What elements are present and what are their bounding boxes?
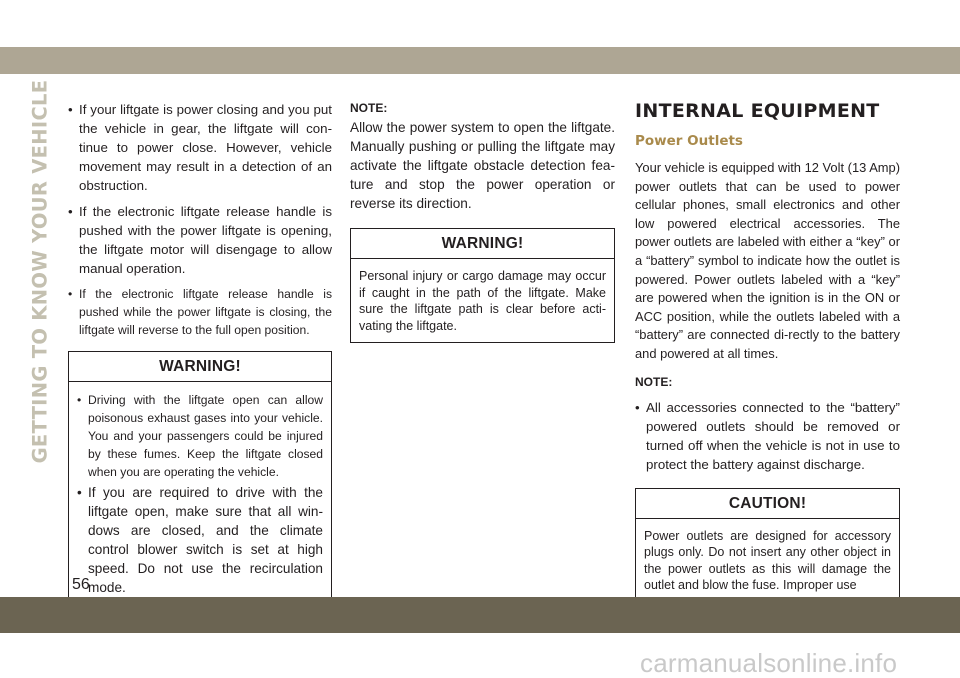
note-text: Allow the power system to open the liftgate. Manually pushing or pulling the liftgate may activate the liftgate obstacle detection fea-ture and stop the power operation or reverse its direction. <box>350 120 615 211</box>
warning-box-exhaust <box>68 351 332 608</box>
section-side-label <box>26 79 54 463</box>
warning-body <box>351 259 614 342</box>
list-item: • If your liftgate is power closing and you put the vehicle in gear, the liftgate will con-tinue to power close. However, vehicle movement may result in a detection of an obstruction. <box>68 100 332 195</box>
body-paragraph: Your vehicle is equipped with 12 Volt (13 Amp) power outlets that can be used to power cellular phones, small electronics and other low powered electrical accessories. The power outlets are labeled with either a “key” or a “battery” symbol to indicate how the outlet is powered. Power outlets labeled with a “key” are powered when the ignition is in the ON or ACC position, while the outlets labeled with a “battery” are connected di-rectly to the battery and powered at all times. <box>635 160 900 361</box>
caution-body <box>636 519 899 602</box>
section-title: INTERNAL EQUIPMENT <box>635 100 880 122</box>
subsection-title: Power Outlets <box>635 133 743 149</box>
warning-item: • Driving with the liftgate open can allow poisonous exhaust gases into your vehicle. You and your passengers could be injured by these fumes. Keep the liftgate closed when you are operating the vehicle. <box>77 391 323 481</box>
column-middle <box>350 100 615 343</box>
caution-box-power-outlets <box>635 488 900 603</box>
side-label-text: GETTING TO KNOW YOUR VEHICLE <box>28 79 52 463</box>
watermark: carmanualsonline.info <box>640 648 898 678</box>
note-label: NOTE: <box>635 374 673 389</box>
note-label: NOTE: <box>350 101 388 115</box>
page-number: 56 <box>72 576 90 593</box>
list-item: • All accessories connected to the “battery” powered outlets should be removed or turned off when the vehicle is not in use to protect the battery against discharge. <box>635 398 900 474</box>
warning-item: • If you are required to drive with the liftgate open, make sure that all win-dows are closed, and the climate control blower switch is set at high speed. Do not use the recirculation mode. <box>77 483 323 597</box>
warning-body <box>69 382 331 607</box>
warning-text: Personal injury or cargo damage may occur if caught in the path of the liftgate. Make sure the liftgate path is clear before acti-vating the liftgate. <box>359 269 606 333</box>
column-right <box>635 100 900 603</box>
column-left <box>68 100 332 608</box>
list-item: • If the electronic liftgate release handle is pushed while the power liftgate is closing, the liftgate will reverse to the full open position. <box>68 285 332 339</box>
caution-heading: CAUTION! <box>636 489 899 519</box>
list-item: • If the electronic liftgate release handle is pushed with the power liftgate is opening, the liftgate motor will disengage to allow manual operation. <box>68 202 332 278</box>
warning-heading: WARNING! <box>351 229 614 259</box>
caution-text: Power outlets are designed for accessory plugs only. Do not insert any other object in the power outlets as this will damage the outlet and blow the fuse. Improper use <box>644 528 891 593</box>
header-band <box>0 47 960 74</box>
warning-box-liftgate-path <box>350 228 615 343</box>
footer-band <box>0 597 960 633</box>
warning-heading: WARNING! <box>69 352 331 382</box>
